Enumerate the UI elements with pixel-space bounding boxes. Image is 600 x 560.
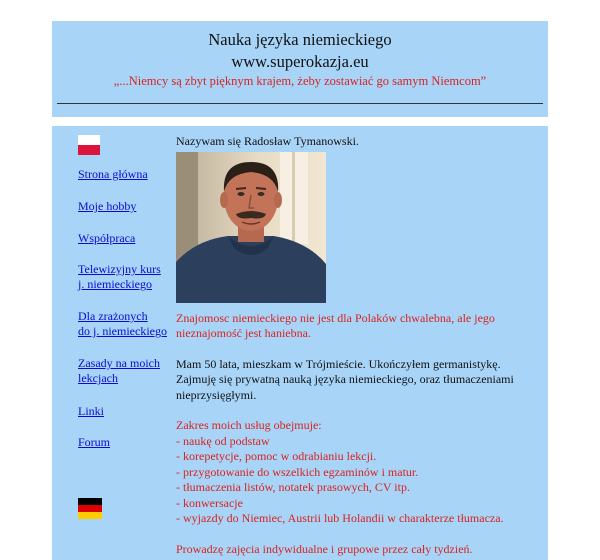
page-header: [52, 21, 548, 117]
portrait-photo: [176, 152, 326, 303]
nav-link-tv-course-line2: j. niemieckiego: [78, 277, 152, 291]
nav-link-advanced[interactable]: [78, 309, 167, 339]
service-item: - tłumaczenia listów, notatek prasowych, CV itp.: [176, 480, 410, 494]
nav-link-rules[interactable]: [78, 356, 160, 386]
polish-flag-icon[interactable]: [78, 135, 100, 155]
service-item: - wyjazdy do Niemiec, Austrii lub Holandii w charakterze tłumacza.: [176, 511, 504, 525]
nav-link-advanced-line1: Dla zrażonych: [78, 309, 148, 323]
main-content: [176, 134, 546, 557]
service-item: - konwersacje: [176, 495, 243, 510]
nav-link-advanced-line2: do j. niemieckiego: [78, 324, 167, 338]
nav-link-rules-line1: Zasady na moich: [78, 356, 160, 370]
nav-link-tv-course-line1: Telewizyjny kurs: [78, 262, 161, 276]
nav-link-home[interactable]: Strona główna: [78, 167, 148, 181]
site-url: www.superokazja.eu: [231, 52, 369, 71]
german-flag-icon[interactable]: [78, 498, 102, 519]
main-panel: [52, 126, 548, 560]
nav-link-links[interactable]: Linki: [78, 404, 104, 418]
header-quote: „...Niemcy są zbyt pięknym krajem, żeby zostawiać go samym Niemcom”: [113, 74, 487, 88]
site-title: Nauka języka niemieckiego: [208, 30, 392, 49]
nav-link-hobby[interactable]: Moje hobby: [78, 199, 137, 213]
closing-text: Prowadzę zajęcia indywidualne i grupowe przez cały tydzień.: [176, 541, 473, 556]
nav-link-tv-course[interactable]: [78, 262, 161, 292]
header-divider: [57, 103, 543, 104]
nav-link-forum[interactable]: Forum: [78, 435, 111, 449]
intro-text: Nazywam się Radosław Tymanowski.: [176, 134, 359, 148]
about-line-2: Zajmuję się prywatną nauką języka niemieckiego, oraz tłumaczeniami nieprzysięgłymi.: [176, 372, 514, 402]
service-item: - naukę od podstaw: [176, 433, 270, 448]
nav-link-rules-line2: lekcjach: [78, 371, 118, 385]
service-item: - przygotowanie do wszelkich egzaminów i matur.: [176, 464, 419, 479]
services-title: Zakres moich usług obejmuje:: [176, 418, 322, 432]
nav-link-cooperation[interactable]: Współpraca: [78, 231, 136, 245]
german-knowledge-note: Znajomosc niemieckiego nie jest dla Polaków chwalebna, ale jego nieznajomość jest haniebna.: [176, 310, 495, 340]
about-line-1: Mam 50 lata, mieszkam w Trójmieście. Ukończyłem germanistykę.: [176, 356, 501, 371]
service-item: - korepetycje, pomoc w odrabianiu lekcji.: [176, 449, 377, 463]
